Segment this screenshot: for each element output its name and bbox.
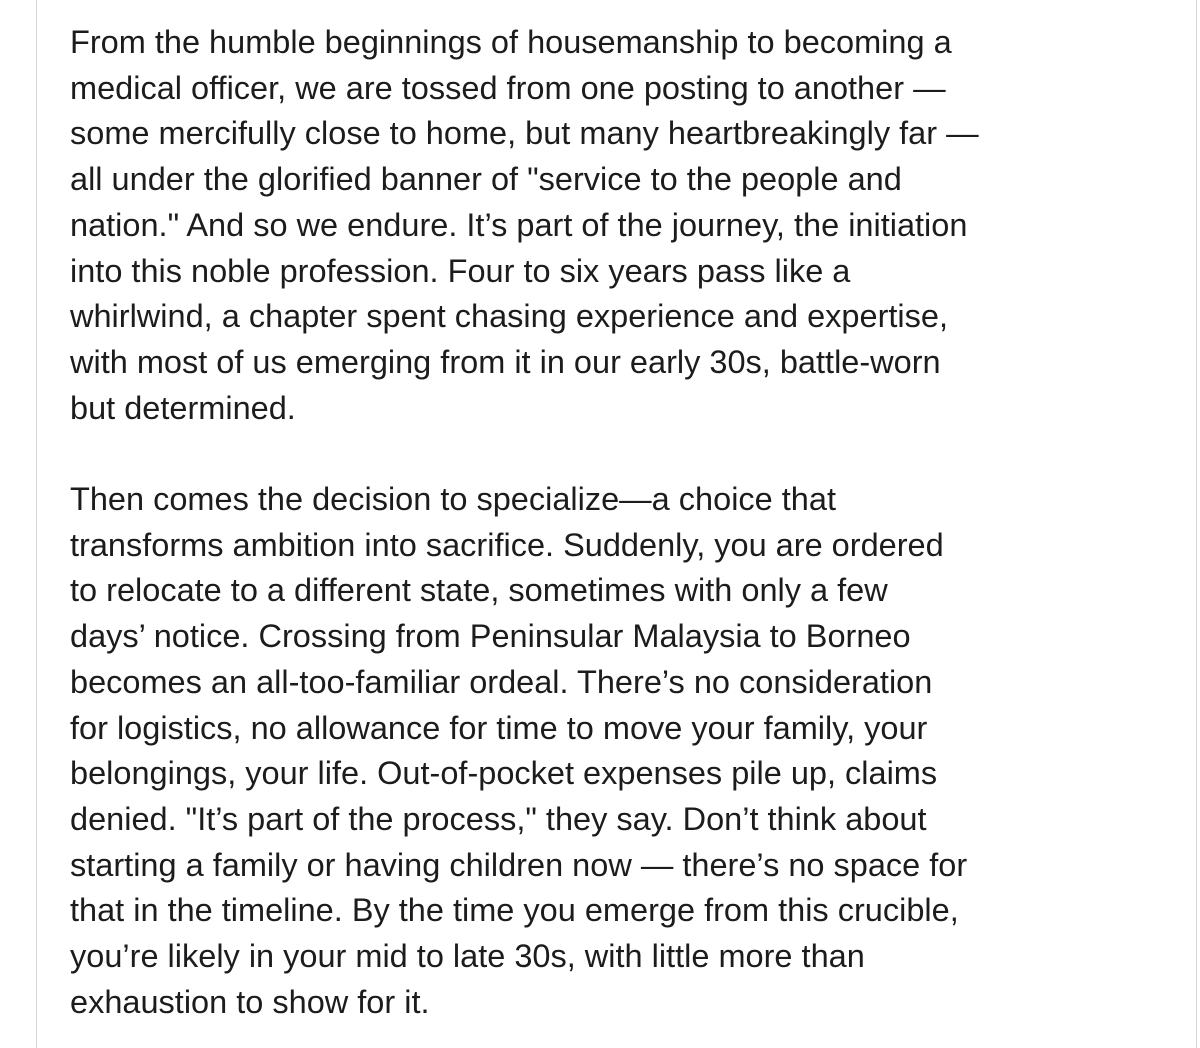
text-line: transforms ambition into sacrifice. Suddenly, you are ordered xyxy=(70,526,944,563)
text-line: starting a family or having children now — there’s no space for xyxy=(70,846,968,883)
paragraph-2 xyxy=(70,477,1170,1025)
text-line: all under the glorified banner of "service to the people and xyxy=(70,161,902,198)
text-line: becomes an all-too-familiar ordeal. There’s no consideration xyxy=(70,663,933,700)
text-line: but determined. xyxy=(70,389,296,426)
text-line: into this noble profession. Four to six years pass like a xyxy=(70,252,851,289)
text-line: nation." And so we endure. It’s part of the journey, the initiation xyxy=(70,206,968,243)
text-line: some mercifully close to home, but many heartbreakingly far — xyxy=(70,115,979,152)
text-line: From the humble beginnings of housemanship to becoming a xyxy=(70,24,952,60)
text-line: exhaustion to show for it. xyxy=(70,983,430,1020)
left-border-line xyxy=(36,0,37,1048)
text-line: to relocate to a different state, sometimes with only a few xyxy=(70,572,888,609)
paragraph-1 xyxy=(70,20,1170,431)
text-line: belongings, your life. Out-of-pocket expenses pile up, claims xyxy=(70,755,938,792)
text-line: that in the timeline. By the time you emerge from this crucible, xyxy=(70,892,959,929)
text-line: denied. "It’s part of the process," they say. Don’t think about xyxy=(70,800,927,837)
text-line: days’ notice. Crossing from Peninsular Malaysia to Borneo xyxy=(70,618,911,655)
text-line: whirlwind, a chapter spent chasing experience and expertise, xyxy=(70,298,949,335)
post-body xyxy=(70,20,1170,1025)
text-line: Then comes the decision to specialize—a choice that xyxy=(70,481,836,518)
text-line: medical officer, we are tossed from one posting to another — xyxy=(70,69,946,106)
text-line: with most of us emerging from it in our early 30s, battle-worn xyxy=(70,343,941,380)
right-border-line xyxy=(1196,0,1197,1048)
text-line: for logistics, no allowance for time to move your family, your xyxy=(70,709,928,746)
text-line: you’re likely in your mid to late 30s, with little more than xyxy=(70,938,865,975)
